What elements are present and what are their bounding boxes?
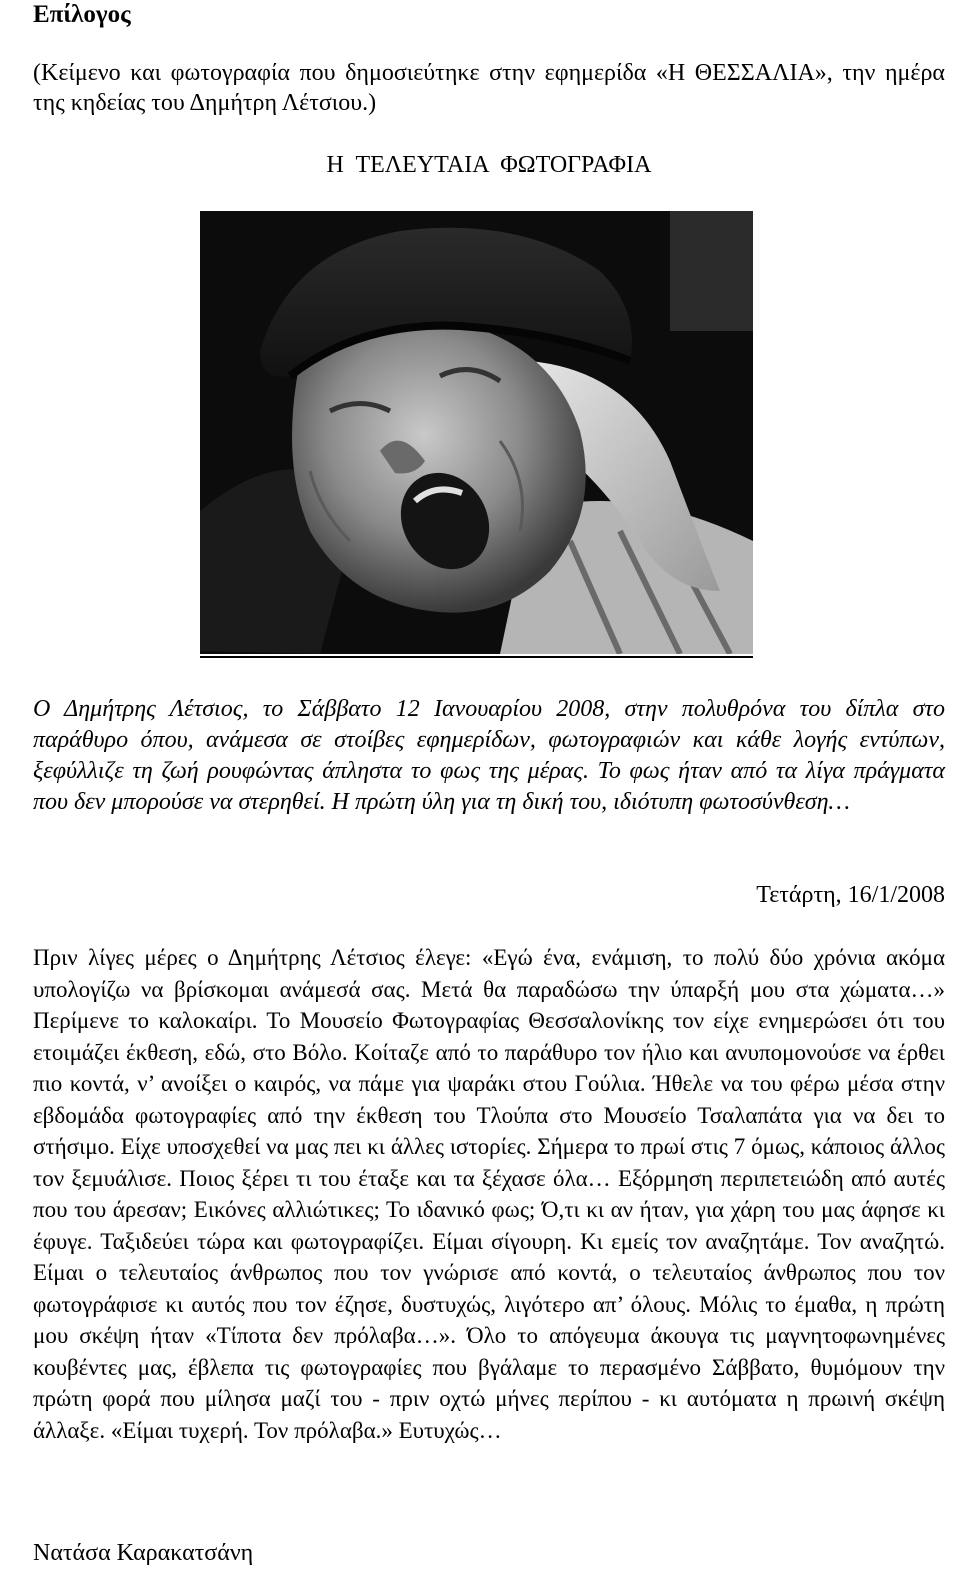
photo-caption: Ο Δημήτρης Λέτσιος, το Σάββατο 12 Ιανουαρίου 2008, στην πολυθρόνα του δίπλα στο παράθυρο όπου, ανάμεσα σε στοίβες εφημερίδων, φωτογραφιών και κάθε λογής εντύπων, ξεφύλλιζε τη ζωή ρουφώντας άπληστα το φως της μέρας. Το φως ήταν από τα λίγα πράγματα που δεν μπορούσε να στερηθεί. Η πρώτη ύλη για τη δική του, ιδιότυπη φωτοσύνθεση… [33, 696, 945, 815]
portrait-photo-image [200, 211, 753, 654]
date-line: Τετάρτη, 16/1/2008 [756, 882, 945, 908]
photo-underline [200, 656, 753, 658]
document-heading: Επίλογος [33, 1, 131, 28]
author-signature: Νατάσα Καρακατσάνη [33, 1540, 254, 1566]
intro-paragraph: (Κείμενο και φωτογραφία που δημοσιεύτηκε στην εφημερίδα «Η ΘΕΣΣΑΛΙΑ», την ημέρα της κηδείας του Δημήτρη Λέτσιου.) [33, 60, 945, 116]
portrait-photo [200, 211, 753, 654]
photo-title: Η ΤΕΛΕΥΤΑΙΑ ΦΩΤΟΓΡΑΦΙΑ [326, 152, 652, 178]
body-paragraph: Πριν λίγες μέρες ο Δημήτρης Λέτσιος έλεγε: «Εγώ ένα, ενάμιση, το πολύ δύο χρόνια ακόμα υπολογίζω να βρίσκομαι ανάμεσά σας. Μετά θα παραδώσω την ύπαρξή μου στα χώματα…» Περίμενε το καλοκαίρι. Το Μουσείο Φωτογραφίας Θεσσαλονίκης τον είχε ενημερώσει ότι του ετοιμάζει έκθεση, εδώ, στο Βόλο. Κοίταζε από το παράθυρο τον ήλιο και ανυπομονούσε να έρθει πιο κοντά, ν’ ανοίξει ο καιρός, να πάμε για ψαράκι στου Γούλια. Ήθελε να του φέρω μέσα στην εβδομάδα φωτογραφίες από την έκθεση του Τλούπα στο Μουσείο Τσαλαπάτα για να δει το στήσιμο. Είχε υποσχεθεί να μας πει κι άλλες ιστορίες. Σήμερα το πρωί στις 7 όμως, κάποιος άλλος τον ξεμυάλισε. Ποιος ξέρει τι του έταξε και τα ξέχασε όλα… Εξόρμηση περιπετειώδη από αυτές που του άρεσαν; Εικόνες αλλιώτικες; Το ιδανικό φως; Ό,τι κι αν ήταν, για χάρη του μας άφησε κι έφυγε. Ταξιδεύει τώρα και φωτογραφίζει. Είμαι σίγουρη. Κι εμείς τον αναζητάμε. Τον αναζητώ. Είμαι ο τελευταίος άνθρωπος που τον γνώρισε από κοντά, ο τελευταίος άνθρωπος που τον φωτογράφισε κι αυτός που τον έζησε, δυστυχώς, λιγότερο απ’ όλους. Μόλις το έμαθα, η πρώτη μου σκέψη ήταν «Τίποτα δεν πρόλαβα…». Όλο το απόγευμα άκουγα τις μαγνητοφωνημένες κουβέντες μας, έβλεπα τις φωτογραφίες που βγάλαμε το περασμένο Σάββατο, θυμόμουν την πρώτη φορά που μίλησα μαζί του - πριν οχτώ μήνες περίπου - κι αυτόματα η πρωινή σκέψη άλλαξε. «Είμαι τυχερή. Τον πρόλαβα.» Ευτυχώς… [33, 945, 945, 1443]
